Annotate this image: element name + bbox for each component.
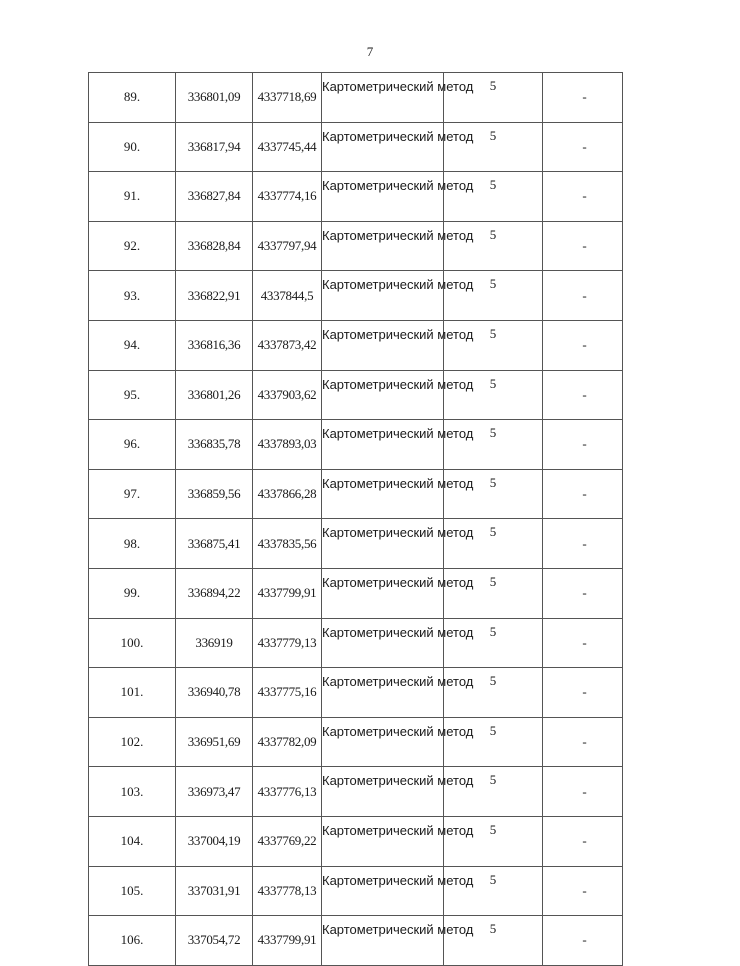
accuracy-cell: 5 <box>444 172 543 222</box>
y-coordinate-cell: 4337775,16 <box>253 668 322 718</box>
x-coordinate-cell: 337004,19 <box>176 816 253 866</box>
note-cell: - <box>543 172 623 222</box>
table-row <box>89 668 623 718</box>
table-row <box>89 568 623 618</box>
y-coordinate-cell: 4337903,62 <box>253 370 322 420</box>
table-row <box>89 717 623 767</box>
y-coordinate-cell: 4337893,03 <box>253 420 322 470</box>
method-cell: Картометрический метод <box>322 172 444 222</box>
x-coordinate-cell: 336817,94 <box>176 122 253 172</box>
y-coordinate-cell: 4337797,94 <box>253 221 322 271</box>
x-coordinate-cell: 336816,36 <box>176 320 253 370</box>
method-cell: Картометрический метод <box>322 221 444 271</box>
table-row <box>89 320 623 370</box>
point-number-cell: 89. <box>89 73 176 123</box>
y-coordinate-cell: 4337745,44 <box>253 122 322 172</box>
method-cell: Картометрический метод <box>322 816 444 866</box>
x-coordinate-cell: 336801,26 <box>176 370 253 420</box>
y-coordinate-cell: 4337778,13 <box>253 866 322 916</box>
note-cell: - <box>543 916 623 966</box>
note-cell: - <box>543 568 623 618</box>
method-cell: Картометрический метод <box>322 73 444 123</box>
note-cell: - <box>543 271 623 321</box>
point-number-cell: 91. <box>89 172 176 222</box>
method-cell: Картометрический метод <box>322 568 444 618</box>
accuracy-cell: 5 <box>444 866 543 916</box>
point-number-cell: 98. <box>89 519 176 569</box>
x-coordinate-cell: 336835,78 <box>176 420 253 470</box>
y-coordinate-cell: 4337866,28 <box>253 469 322 519</box>
table-row <box>89 767 623 817</box>
point-number-cell: 95. <box>89 370 176 420</box>
table-row <box>89 816 623 866</box>
x-coordinate-cell: 336859,56 <box>176 469 253 519</box>
y-coordinate-cell: 4337799,91 <box>253 568 322 618</box>
note-cell: - <box>543 668 623 718</box>
y-coordinate-cell: 4337799,91 <box>253 916 322 966</box>
accuracy-cell: 5 <box>444 420 543 470</box>
method-cell: Картометрический метод <box>322 916 444 966</box>
table-row <box>89 916 623 966</box>
accuracy-cell: 5 <box>444 618 543 668</box>
x-coordinate-cell: 336940,78 <box>176 668 253 718</box>
method-cell: Картометрический метод <box>322 122 444 172</box>
method-cell: Картометрический метод <box>322 519 444 569</box>
accuracy-cell: 5 <box>444 271 543 321</box>
x-coordinate-cell: 336919 <box>176 618 253 668</box>
coordinates-table <box>88 72 623 966</box>
x-coordinate-cell: 336828,84 <box>176 221 253 271</box>
x-coordinate-cell: 337054,72 <box>176 916 253 966</box>
accuracy-cell: 5 <box>444 668 543 718</box>
note-cell: - <box>543 370 623 420</box>
table-row <box>89 519 623 569</box>
point-number-cell: 94. <box>89 320 176 370</box>
y-coordinate-cell: 4337776,13 <box>253 767 322 817</box>
method-cell: Картометрический метод <box>322 420 444 470</box>
accuracy-cell: 5 <box>444 767 543 817</box>
table-row <box>89 420 623 470</box>
point-number-cell: 92. <box>89 221 176 271</box>
x-coordinate-cell: 337031,91 <box>176 866 253 916</box>
x-coordinate-cell: 336894,22 <box>176 568 253 618</box>
point-number-cell: 97. <box>89 469 176 519</box>
point-number-cell: 103. <box>89 767 176 817</box>
point-number-cell: 104. <box>89 816 176 866</box>
point-number-cell: 102. <box>89 717 176 767</box>
method-cell: Картометрический метод <box>322 469 444 519</box>
method-cell: Картометрический метод <box>322 370 444 420</box>
accuracy-cell: 5 <box>444 320 543 370</box>
note-cell: - <box>543 122 623 172</box>
y-coordinate-cell: 4337844,5 <box>253 271 322 321</box>
x-coordinate-cell: 336875,41 <box>176 519 253 569</box>
page-number: 7 <box>366 44 374 59</box>
x-coordinate-cell: 336827,84 <box>176 172 253 222</box>
accuracy-cell: 5 <box>444 73 543 123</box>
note-cell: - <box>543 816 623 866</box>
table-row <box>89 271 623 321</box>
y-coordinate-cell: 4337769,22 <box>253 816 322 866</box>
accuracy-cell: 5 <box>444 122 543 172</box>
table-row <box>89 221 623 271</box>
accuracy-cell: 5 <box>444 717 543 767</box>
point-number-cell: 100. <box>89 618 176 668</box>
point-number-cell: 93. <box>89 271 176 321</box>
method-cell: Картометрический метод <box>322 271 444 321</box>
coordinates-table-body <box>89 73 623 966</box>
accuracy-cell: 5 <box>444 916 543 966</box>
accuracy-cell: 5 <box>444 469 543 519</box>
method-cell: Картометрический метод <box>322 320 444 370</box>
y-coordinate-cell: 4337774,16 <box>253 172 322 222</box>
table-row <box>89 73 623 123</box>
note-cell: - <box>543 420 623 470</box>
point-number-cell: 101. <box>89 668 176 718</box>
method-cell: Картометрический метод <box>322 618 444 668</box>
point-number-cell: 90. <box>89 122 176 172</box>
note-cell: - <box>543 221 623 271</box>
note-cell: - <box>543 767 623 817</box>
accuracy-cell: 5 <box>444 816 543 866</box>
table-row <box>89 469 623 519</box>
accuracy-cell: 5 <box>444 221 543 271</box>
note-cell: - <box>543 469 623 519</box>
note-cell: - <box>543 73 623 123</box>
method-cell: Картометрический метод <box>322 668 444 718</box>
point-number-cell: 96. <box>89 420 176 470</box>
table-row <box>89 618 623 668</box>
note-cell: - <box>543 717 623 767</box>
x-coordinate-cell: 336822,91 <box>176 271 253 321</box>
method-cell: Картометрический метод <box>322 866 444 916</box>
note-cell: - <box>543 519 623 569</box>
point-number-cell: 99. <box>89 568 176 618</box>
point-number-cell: 106. <box>89 916 176 966</box>
method-cell: Картометрический метод <box>322 767 444 817</box>
y-coordinate-cell: 4337835,56 <box>253 519 322 569</box>
accuracy-cell: 5 <box>444 519 543 569</box>
x-coordinate-cell: 336801,09 <box>176 73 253 123</box>
method-cell: Картометрический метод <box>322 717 444 767</box>
note-cell: - <box>543 320 623 370</box>
y-coordinate-cell: 4337779,13 <box>253 618 322 668</box>
table-row <box>89 122 623 172</box>
point-number-cell: 105. <box>89 866 176 916</box>
y-coordinate-cell: 4337782,09 <box>253 717 322 767</box>
accuracy-cell: 5 <box>444 568 543 618</box>
x-coordinate-cell: 336951,69 <box>176 717 253 767</box>
y-coordinate-cell: 4337873,42 <box>253 320 322 370</box>
table-row <box>89 866 623 916</box>
accuracy-cell: 5 <box>444 370 543 420</box>
x-coordinate-cell: 336973,47 <box>176 767 253 817</box>
note-cell: - <box>543 866 623 916</box>
table-row <box>89 370 623 420</box>
table-row <box>89 172 623 222</box>
note-cell: - <box>543 618 623 668</box>
y-coordinate-cell: 4337718,69 <box>253 73 322 123</box>
